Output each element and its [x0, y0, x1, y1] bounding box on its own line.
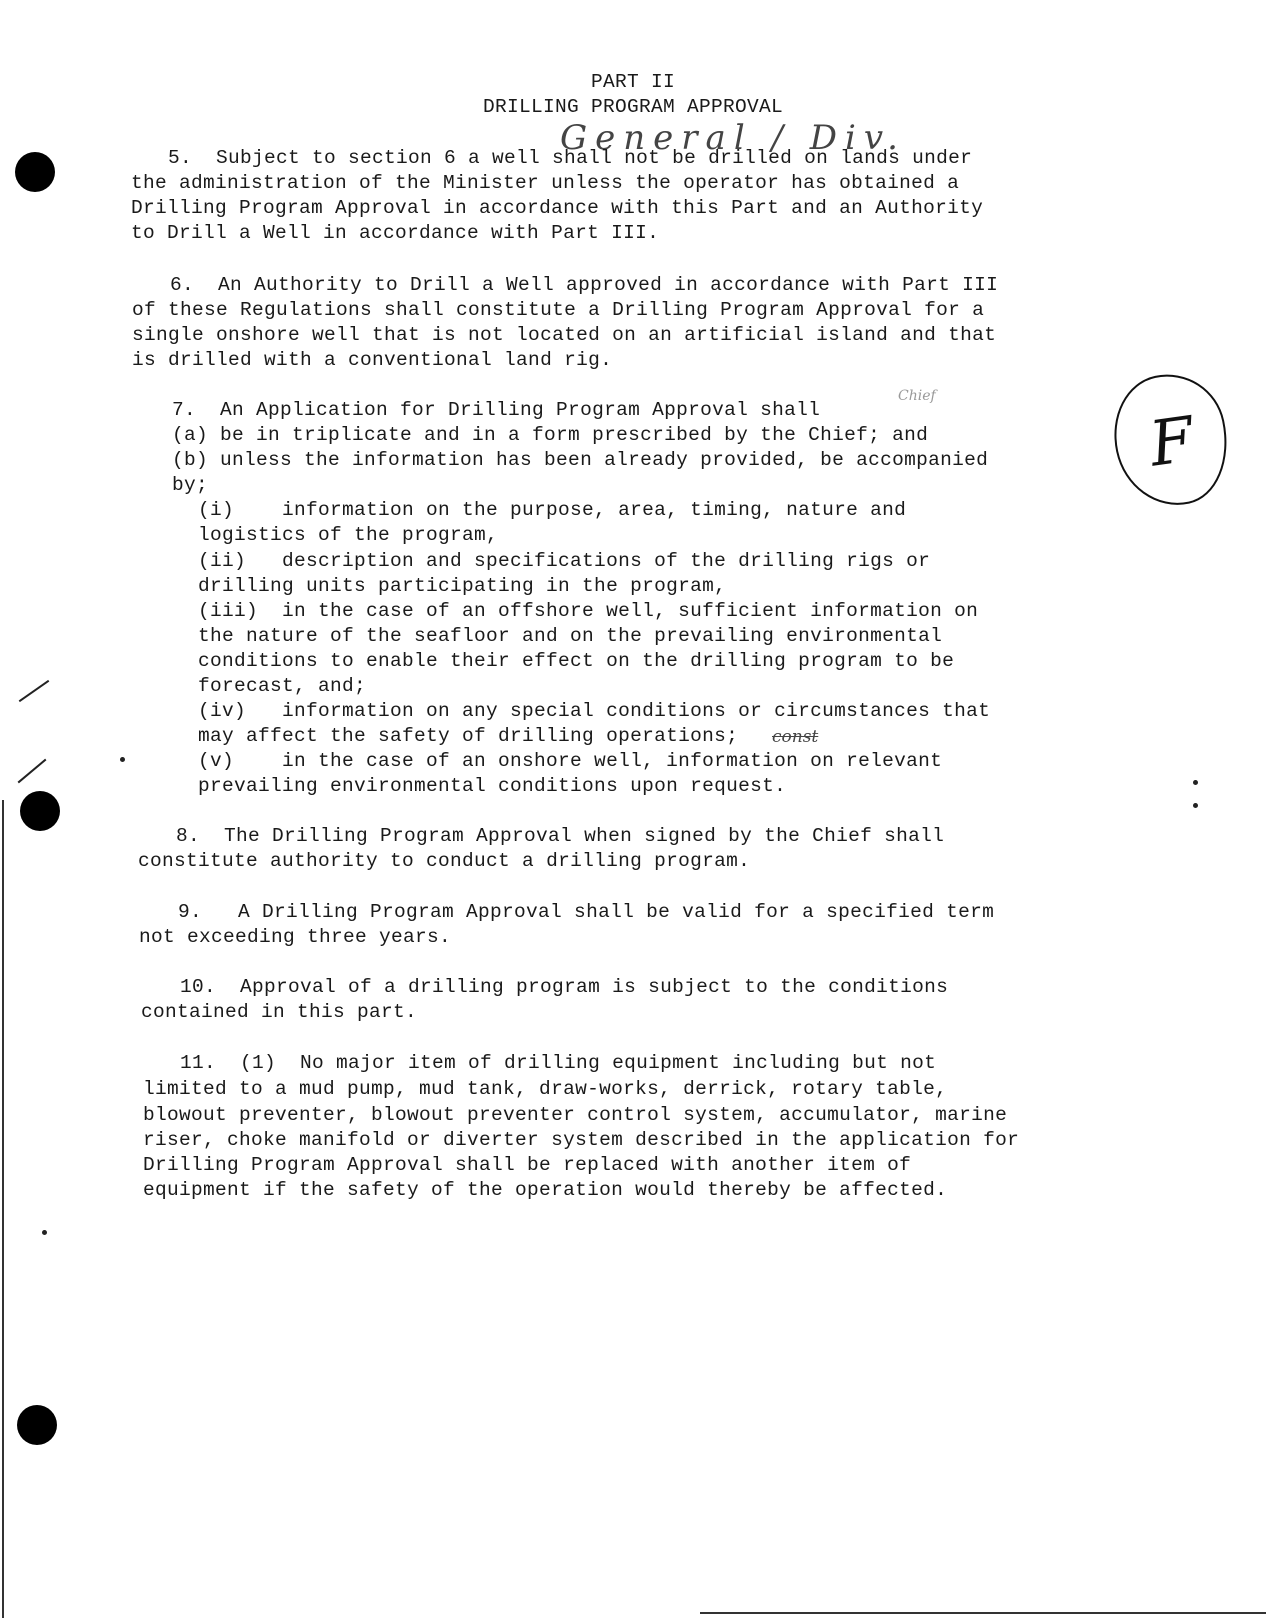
- scan-speck: [1193, 803, 1198, 808]
- section-6-line-2: of these Regulations shall constitute a Drilling Program Approval for a: [132, 299, 985, 321]
- section-8-line-1: 8. The Drilling Program Approval when signed by the Chief shall: [176, 825, 945, 847]
- scan-speck: [42, 1230, 47, 1235]
- section-7-sub-i: (i) information on the purpose, area, timing, nature and: [198, 499, 907, 521]
- margin-tick: [19, 680, 50, 702]
- scan-speck: [1193, 780, 1198, 785]
- section-6-line-1: 6. An Authority to Drill a Well approved in accordance with Part III: [170, 274, 999, 296]
- section-7-sub-ii: (ii) description and specifications of the drilling rigs or: [198, 550, 931, 572]
- section-11-line-1: 11. (1) No major item of drilling equipment including but not: [180, 1052, 937, 1074]
- punch-hole-bottom: [17, 1405, 57, 1445]
- section-7-sub-iii-cont-3: forecast, and;: [198, 675, 367, 697]
- section-5-line-3: Drilling Program Approval in accordance with this Part and an Authority: [131, 197, 984, 219]
- section-7-line-1: 7. An Application for Drilling Program Approval shall: [172, 399, 821, 421]
- section-7-item-b: (b) unless the information has been already provided, be accompanied: [172, 449, 989, 471]
- section-11-line-5: Drilling Program Approval shall be replaced with another item of: [143, 1154, 912, 1176]
- margin-tick: [18, 759, 47, 784]
- document-title: DRILLING PROGRAM APPROVAL: [482, 96, 784, 118]
- section-11-line-4: riser, choke manifold or diverter system described in the application for: [143, 1129, 1020, 1151]
- section-7-item-b-cont: by;: [172, 474, 209, 496]
- handwritten-margin-note: Chief: [898, 388, 936, 404]
- section-7-sub-v-cont: prevailing environmental conditions upon request.: [198, 775, 787, 797]
- scan-edge-bottom: [700, 1612, 1266, 1614]
- scan-speck: [120, 757, 125, 762]
- punch-hole-middle: [20, 791, 60, 831]
- handwritten-annotation: General / Div.: [560, 118, 906, 158]
- section-11-line-2: limited to a mud pump, mud tank, draw-works, derrick, rotary table,: [143, 1078, 948, 1100]
- section-7-sub-iii-cont-1: the nature of the seafloor and on the prevailing environmental: [198, 625, 943, 647]
- punch-hole-top: [15, 152, 55, 192]
- section-5-line-1: 5. Subject to section 6 a well shall not be drilled on lands under: [168, 147, 973, 169]
- section-6-line-3: single onshore well that is not located on an artificial island and that: [132, 324, 997, 346]
- section-7-sub-iv: (iv) information on any special conditions or circumstances that: [198, 700, 991, 722]
- part-heading: PART II: [590, 71, 675, 93]
- section-7-sub-v: (v) in the case of an onshore well, information on relevant: [198, 750, 943, 772]
- section-9-line-2: not exceeding three years.: [139, 926, 452, 948]
- section-5-line-2: the administration of the Minister unless the operator has obtained a: [131, 172, 960, 194]
- section-6-line-4: is drilled with a conventional land rig.: [132, 349, 613, 371]
- section-7-sub-iii-cont-2: conditions to enable their effect on the drilling program to be: [198, 650, 955, 672]
- section-7-sub-ii-cont: drilling units participating in the program,: [198, 575, 727, 597]
- stamp-letter: F: [1145, 402, 1198, 481]
- section-10-line-1: 10. Approval of a drilling program is subject to the conditions: [180, 976, 949, 998]
- section-7-sub-i-cont: logistics of the program,: [198, 524, 499, 546]
- section-10-line-2: contained in this part.: [141, 1001, 418, 1023]
- section-9-line-1: 9. A Drilling Program Approval shall be valid for a specified term: [178, 901, 995, 923]
- section-8-line-2: constitute authority to conduct a drilling program.: [138, 850, 751, 872]
- section-7-sub-iii: (iii) in the case of an offshore well, sufficient information on: [198, 600, 979, 622]
- section-11-line-3: blowout preventer, blowout preventer control system, accumulator, marine: [143, 1104, 1008, 1126]
- section-5-line-4: to Drill a Well in accordance with Part III.: [131, 222, 660, 244]
- section-7-sub-iv-cont: may affect the safety of drilling operations;: [198, 725, 739, 747]
- struck-word: const: [772, 727, 819, 747]
- section-7-item-a: (a) be in triplicate and in a form prescribed by the Chief; and: [172, 424, 929, 446]
- scan-edge-left: [2, 800, 4, 1618]
- section-11-line-6: equipment if the safety of the operation would thereby be affected.: [143, 1179, 948, 1201]
